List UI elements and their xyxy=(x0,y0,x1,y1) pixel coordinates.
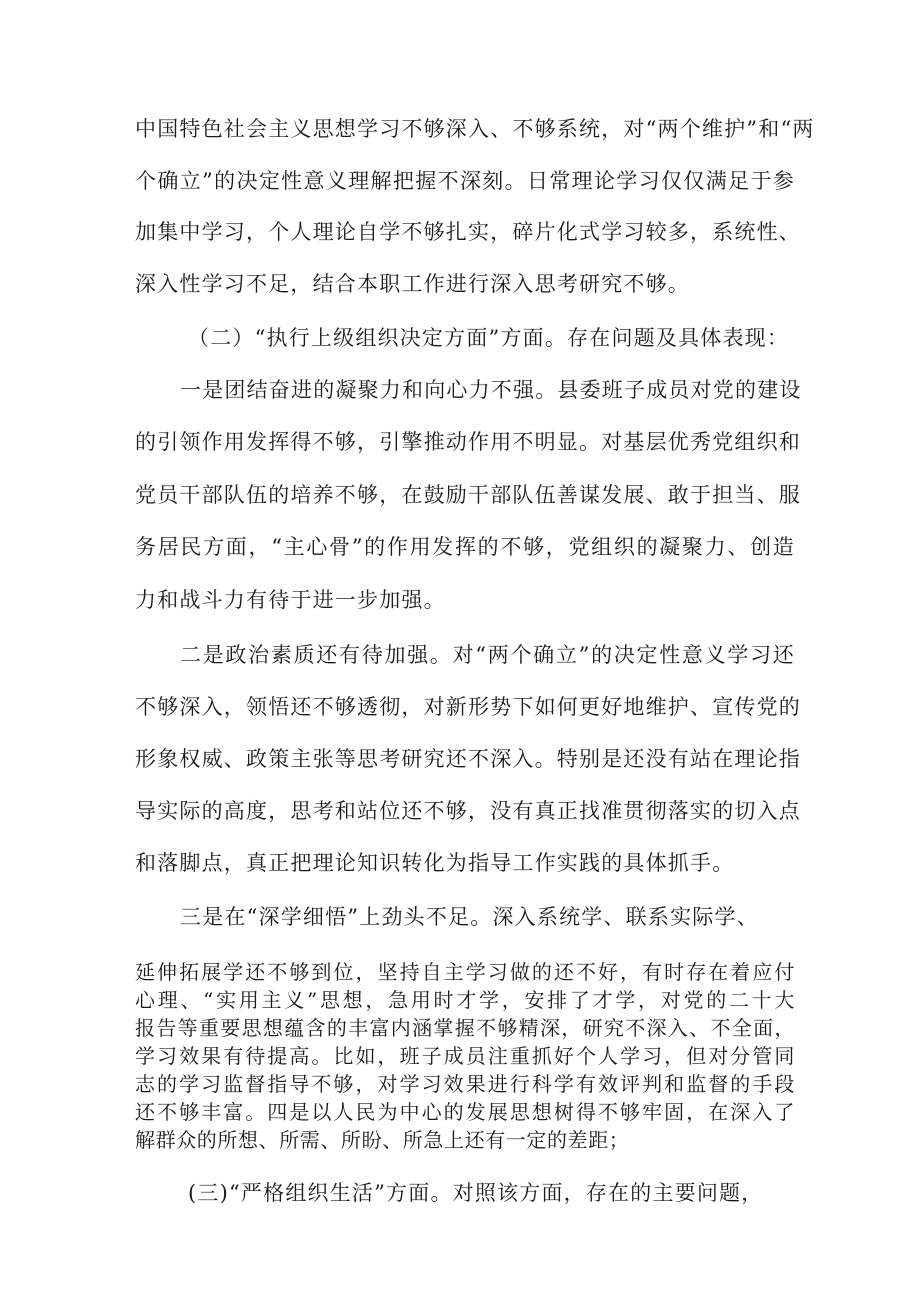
paragraph-line: 和落脚点，真正把理论知识转化为指导工作实践的具体抓手。 xyxy=(135,851,735,875)
paragraph-line: 中国特色社会主义思想学习不够深入、不够系统，对“两个维护”和“两 xyxy=(135,117,815,141)
section-heading: （二）“执行上级组织决定方面”方面。存在问题及具体表现： xyxy=(188,326,790,350)
paragraph-line: 务居民方面，“主心骨”的作用发挥的不够，党组织的凝聚力、创造 xyxy=(135,535,795,559)
section-heading: (三)“严格组织生活”方面。对照该方面，存在的主要问题， xyxy=(188,1181,764,1205)
paragraph-line: 延伸拓展学还不够到位，坚持自主学习做的还不好，有时存在着应付 xyxy=(135,960,795,984)
paragraph-line: 二是政治素质还有待加强。对“两个确立”的决定性意义学习还 xyxy=(180,643,795,667)
paragraph-line: 学习效果有待提高。比如，班子成员注重抓好个人学习，但对分管同 xyxy=(135,1044,795,1068)
paragraph-line: 导实际的高度，思考和站位还不够，没有真正找准贯彻落实的切入点 xyxy=(135,799,801,823)
paragraph-line: 志的学习监督指导不够，对学习效果进行科学有效评判和监督的手段 xyxy=(135,1072,795,1096)
paragraph-line: 的引领作用发挥得不够，引擎推动作用不明显。对基层优秀党组织和 xyxy=(135,430,801,454)
paragraph-line: 个确立”的决定性意义理解把握不深刻。日常理论学习仅仅满足于参 xyxy=(135,169,795,193)
paragraph-line: 心理、“实用主义”思想，急用时才学，安排了才学，对党的二十大 xyxy=(135,988,795,1012)
paragraph-line: 力和战斗力有待于进一步加强。 xyxy=(135,588,446,612)
paragraph-line: 一是团结奋进的凝聚力和向心力不强。县委班子成员对党的建设 xyxy=(180,378,802,402)
paragraph-line: 党员干部队伍的培养不够，在鼓励干部队伍善谋发展、敢于担当、服 xyxy=(135,483,801,507)
paragraph-line: 报告等重要思想蕴含的丰富内涵掌握不够精深，研究不深入、不全面， xyxy=(135,1016,795,1040)
paragraph-line: 三是在“深学细悟”上劲头不足。深入系统学、联系实际学、 xyxy=(180,905,759,929)
paragraph-line: 解群众的所想、所需、所盼、所急上还有一定的差距； xyxy=(135,1128,630,1152)
paragraph-line: 还不够丰富。四是以人民为中心的发展思想树得不够牢固，在深入了 xyxy=(135,1100,795,1124)
paragraph-line: 加集中学习，个人理论自学不够扎实，碎片化式学习较多，系统性、 xyxy=(135,220,801,244)
paragraph-line: 形象权威、政策主张等思考研究还不深入。特别是还没有站在理论指 xyxy=(135,747,801,771)
paragraph-line: 不够深入，领悟还不够透彻，对新形势下如何更好地维护、宣传党的 xyxy=(135,695,801,719)
paragraph-line: 深入性学习不足，结合本职工作进行深入思考研究不够。 xyxy=(135,272,690,296)
